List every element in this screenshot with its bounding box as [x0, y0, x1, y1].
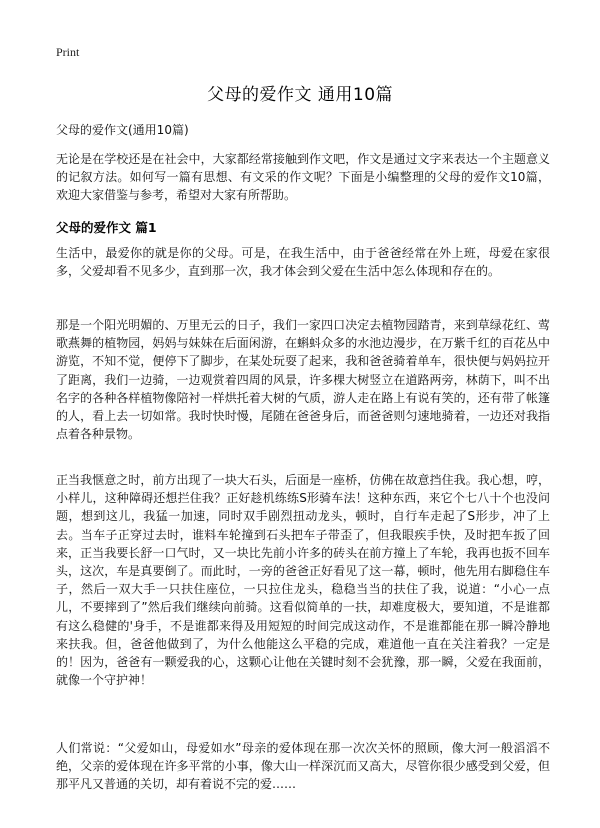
body-paragraph-2: 那是一个阳光明媚的、万里无云的日子，我们一家四口决定去植物园踏青，来到草绿花红、莺歌燕舞的植物园，妈妈与妹妹在后面闲游，在蝌蚪众多的水池边漫步，在万紫千红的百花丛中游览，不知不觉，便停下了脚步，在某处玩耍了起来，我和爸爸骑着单车，很快便与妈妈拉开了距离，我们一边骑，一边观赏着四周的风景，许多棵大树竖立在道路两旁，林荫下，叫不出名字的各种各样植物像陪衬一样烘托着大树的气质，游人走在路上有说有笑的，还有带了帐篷的人，看上去一切如常。我时快时慢，尾随在爸爸身后，而爸爸则匀速地骑着，一边还对我指点着各种景物。 — [56, 318, 550, 442]
section-heading: 父母的爱作文 篇1 — [56, 220, 157, 235]
print-link[interactable]: Print — [56, 45, 80, 59]
body-paragraph-4: 人们常说：“父爱如山，母爱如水”母亲的爱体现在那一次次关怀的照顾，像大河一般滔滔不绝，父亲的爱体现在许多平常的小事，像大山一样深沉而又高大，尽管你很少感受到父爱，但那平凡又普通的关切，却有着说不完的爱…… — [56, 741, 550, 792]
document-subtitle: 父母的爱作文(通用10篇) — [56, 123, 189, 137]
body-paragraph-3: 正当我惬意之时，前方出现了一块大石头，后面是一座桥，仿佛在故意挡住我。我心想，哼，小样儿，这种障碍还想拦住我？正好趁机练练S形骑车法！这种东西，来它个七八十个也没问题，想到这儿，我猛一加速，同时双手剧烈扭动龙头，顿时，自行车走起了S形步，冲了上去。当车子正穿过去时，谁料车轮撞到石头把车子带歪了，但我眼疾手快，及时把车扳了回来，正当我要长舒一口气时，又一块比先前小许多的砖头在前方撞上了车轮，我再也扳不回车头，这次，车是真要倒了。而此时，一旁的爸爸正好看见了这一幕，顿时，他先用右脚稳住车子，然后一双大手一只扶住座位，一只拉住龙头，稳稳当当的扶住了我，说道：“小心一点儿，不要摔到了”然后我们继续向前骑。这看似简单的一扶，却难度极大，要知道，不是谁都有这么稳健的'身手，不是谁都来得及用短短的时间完成这动作，不是谁都能在那一瞬冷静地来扶我。但，爸爸他做到了，为什么他能这么平稳的完成，难道他一直在关注着我？一定是的！因为，爸爸有一颗爱我的心，这颗心让他在关键时刻不会犹豫，那一瞬，父爱在我面前，就像一个守护神！ — [56, 473, 550, 688]
body-paragraph-1: 生活中，最爱你的就是你的父母。可是，在我生活中，由于爸爸经常在外上班，母爱在家很多，父爱却看不见多少，直到那一次，我才体会到父爱在生活中怎么体现和存在的。 — [56, 246, 550, 279]
intro-paragraph: 无论是在学校还是在社会中，大家都经常接触到作文吧，作文是通过文字来表达一个主题意义的记叙方法。如何写一篇有思想、有文采的作文呢？下面是小编整理的父母的爱作文10篇，欢迎大家借鉴与参考，希望对大家有所帮助。 — [56, 152, 550, 203]
page-title: 父母的爱作文 通用10篇 — [206, 85, 394, 105]
